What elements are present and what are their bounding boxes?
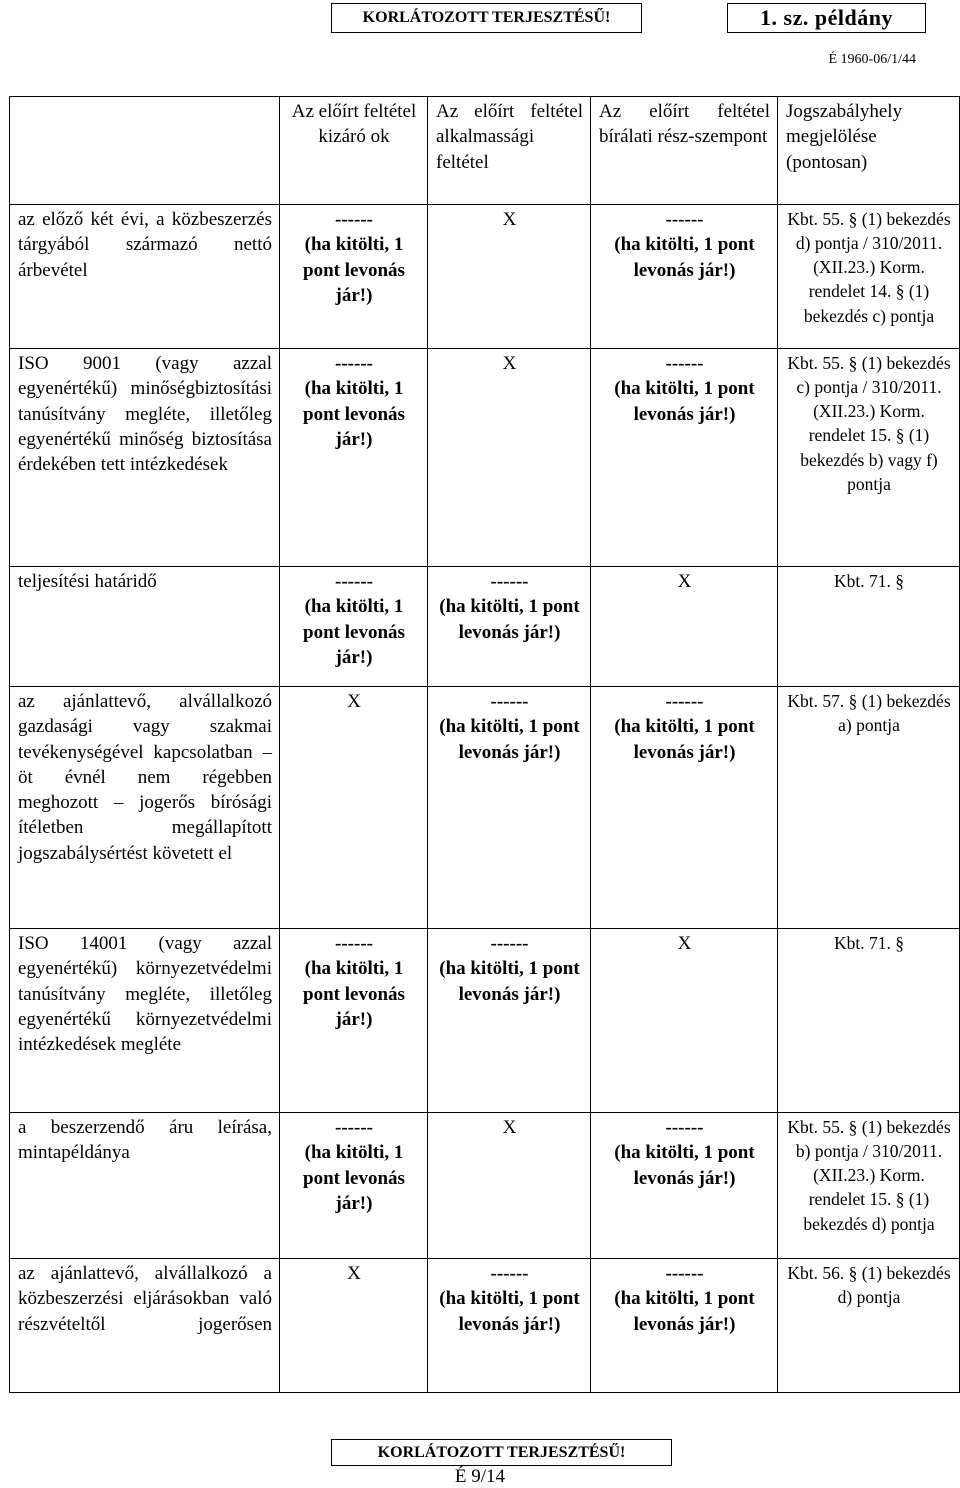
criterion-cell: teljesítési határidő xyxy=(10,567,280,687)
suitability-cell xyxy=(428,929,591,1113)
table-row xyxy=(10,567,960,687)
deduction-note: (ha kitölti, 1 pont levonás jár!) xyxy=(439,716,580,763)
evaluation-cell xyxy=(591,929,778,1113)
evaluation-cell xyxy=(591,567,778,687)
deduction-note: (ha kitölti, 1 pont levonás jár!) xyxy=(303,596,405,668)
deduction-note: (ha kitölti, 1 pont levonás jár!) xyxy=(439,958,580,1005)
legal-basis-cell: Kbt. 55. § (1) bekezdés b) pontja / 310/2011. (XII.23.) Korm. rendelet 15. § (1) bekezdés d) pontja xyxy=(778,1113,960,1259)
header-evaluation: Az előírt feltétel bírálati rész-szempont xyxy=(591,97,778,205)
header-exclusion: Az előírt feltétel kizáró ok xyxy=(280,97,428,205)
legal-basis-cell: Kbt. 56. § (1) bekezdés d) pontja xyxy=(778,1259,960,1393)
table-row xyxy=(10,1259,960,1393)
restriction-footer-box: KORLÁTOZOTT TERJESZTÉSŰ! xyxy=(331,1439,672,1466)
deduction-dash: ------ xyxy=(335,209,373,230)
x-mark: X xyxy=(502,1117,517,1138)
deduction-dash: ------ xyxy=(335,353,373,374)
criterion-cell: az előző két évi, a közbeszerzés tárgyából származó nettó árbevétel xyxy=(10,205,280,349)
criterion-cell: ISO 9001 (vagy azzal egyenértékű) minőségbiztosítási tanúsítvány megléte, illetőleg egyenértékű minőség biztosítása érdekében tett intézkedések xyxy=(10,349,280,567)
legal-basis-cell: Kbt. 71. § xyxy=(778,929,960,1113)
header-legal-basis: Jogszabályhely megjelölése (pontosan) xyxy=(778,97,960,205)
document-code: É 1960-06/1/44 xyxy=(828,52,916,67)
x-mark: X xyxy=(677,571,692,592)
deduction-note: (ha kitölti, 1 pont levonás jár!) xyxy=(439,1288,580,1335)
exclusion-cell xyxy=(280,1113,428,1259)
suitability-cell xyxy=(428,1259,591,1393)
table-header-row xyxy=(10,97,960,205)
deduction-note: (ha kitölti, 1 pont levonás jár!) xyxy=(303,234,405,306)
x-mark: X xyxy=(502,353,517,374)
x-mark: X xyxy=(677,933,692,954)
deduction-dash: ------ xyxy=(335,571,373,592)
deduction-note: (ha kitölti, 1 pont levonás jár!) xyxy=(303,958,405,1030)
evaluation-cell xyxy=(591,205,778,349)
exclusion-cell xyxy=(280,687,428,929)
deduction-dash: ------ xyxy=(665,209,704,230)
suitability-cell xyxy=(428,687,591,929)
criteria-table xyxy=(9,96,960,1393)
exclusion-cell xyxy=(280,929,428,1113)
deduction-dash: ------ xyxy=(335,933,373,954)
page-number: É 9/14 xyxy=(454,1466,506,1487)
exclusion-cell xyxy=(280,1259,428,1393)
deduction-note: (ha kitölti, 1 pont levonás jár!) xyxy=(614,378,755,425)
legal-basis-cell: Kbt. 55. § (1) bekezdés d) pontja / 310/2011. (XII.23.) Korm. rendelet 14. § (1) bekezdés c) pontja xyxy=(778,205,960,349)
x-mark: X xyxy=(347,691,361,712)
restriction-header-box: KORLÁTOZOTT TERJESZTÉSŰ! xyxy=(331,3,642,33)
deduction-note: (ha kitölti, 1 pont levonás jár!) xyxy=(303,378,405,450)
table-row xyxy=(10,349,960,567)
evaluation-cell xyxy=(591,1259,778,1393)
header-suitability: Az előírt feltétel alkalmassági feltétel xyxy=(428,97,591,205)
criterion-cell: a beszerzendő áru leírása, mintapéldánya xyxy=(10,1113,280,1259)
deduction-dash: ------ xyxy=(335,1117,373,1138)
deduction-note: (ha kitölti, 1 pont levonás jár!) xyxy=(614,716,755,763)
copy-number-box: 1. sz. példány xyxy=(727,3,926,33)
exclusion-cell xyxy=(280,349,428,567)
deduction-dash: ------ xyxy=(665,1117,704,1138)
deduction-dash: ------ xyxy=(490,933,529,954)
suitability-cell xyxy=(428,567,591,687)
table-row xyxy=(10,687,960,929)
criterion-cell: ISO 14001 (vagy azzal egyenértékű) környezetvédelmi tanúsítvány megléte, illetőleg egyenértékű környezetvédelmi intézkedések megléte xyxy=(10,929,280,1113)
suitability-cell xyxy=(428,205,591,349)
deduction-note: (ha kitölti, 1 pont levonás jár!) xyxy=(614,1142,755,1189)
x-mark: X xyxy=(502,209,517,230)
exclusion-cell xyxy=(280,205,428,349)
deduction-dash: ------ xyxy=(665,691,704,712)
evaluation-cell xyxy=(591,1113,778,1259)
table-row xyxy=(10,205,960,349)
deduction-dash: ------ xyxy=(665,1263,704,1284)
header-criterion xyxy=(10,97,280,205)
evaluation-cell xyxy=(591,687,778,929)
legal-basis-cell: Kbt. 71. § xyxy=(778,567,960,687)
deduction-dash: ------ xyxy=(665,353,704,374)
evaluation-cell xyxy=(591,349,778,567)
deduction-dash: ------ xyxy=(490,691,529,712)
x-mark: X xyxy=(347,1263,361,1284)
deduction-dash: ------ xyxy=(490,1263,529,1284)
criterion-cell: az ajánlattevő, alvállalkozó gazdasági vagy szakmai tevékenységével kapcsolatban – öt évnél nem régebben meghozott – jogerős bírósági ítéletben megállapított jogszabálysértést követett el xyxy=(10,687,280,929)
deduction-note: (ha kitölti, 1 pont levonás jár!) xyxy=(614,1288,755,1335)
deduction-note: (ha kitölti, 1 pont levonás jár!) xyxy=(439,596,580,643)
legal-basis-cell: Kbt. 55. § (1) bekezdés c) pontja / 310/2011. (XII.23.) Korm. rendelet 15. § (1) bekezdés b) vagy f) pontja xyxy=(778,349,960,567)
table-row xyxy=(10,929,960,1113)
legal-basis-cell: Kbt. 57. § (1) bekezdés a) pontja xyxy=(778,687,960,929)
suitability-cell xyxy=(428,1113,591,1259)
deduction-note: (ha kitölti, 1 pont levonás jár!) xyxy=(614,234,755,281)
criterion-cell: az ajánlattevő, alvállalkozó a közbeszerzési eljárásokban való részvételtől jogerősen xyxy=(10,1259,280,1393)
table-row xyxy=(10,1113,960,1259)
exclusion-cell xyxy=(280,567,428,687)
suitability-cell xyxy=(428,349,591,567)
deduction-dash: ------ xyxy=(490,571,529,592)
deduction-note: (ha kitölti, 1 pont levonás jár!) xyxy=(303,1142,405,1214)
